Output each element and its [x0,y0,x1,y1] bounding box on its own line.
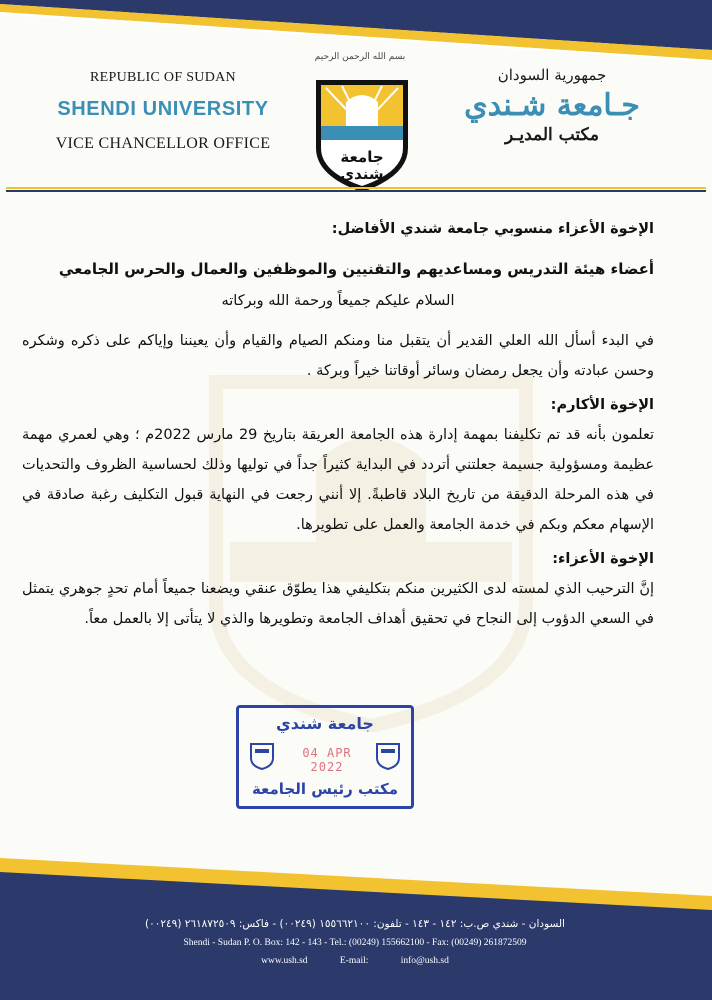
address-line-2: أعضاء هيئة التدريس ومساعديهم والتقنيين والموظفين والعمال والحرس الجامعي [58,260,654,278]
basmala: بسم الله الرحمن الرحيم [314,52,406,62]
stamp-crest-right-icon [375,742,401,770]
office-stamp [236,705,414,809]
header-divider [6,178,706,184]
footer-contact-en: Shendi - Sudan P. O. Box: 142 - 143 - Tel.: (00249) 155662100 - Fax: (00249) 261872509 [183,938,527,948]
logo-text-top: جامعة [340,148,384,166]
university-logo [312,76,412,194]
address-line-1: الإخوة الأعزاء منسوبي جامعة شندي الأفاضل: [331,221,654,237]
logo-text-bottom: شندي [340,165,384,183]
footer-website[interactable]: www.ush.sd [261,956,308,966]
stamp-date: 04 APR 2022 [302,746,352,774]
header-arabic [432,66,672,145]
footer-email[interactable]: E-mail: info@ush.sd [339,956,449,966]
stamp-office: مكتب رئيس الجامعة [251,780,399,798]
letter-body [22,196,654,634]
university-en: SHENDI UNIVERSITY [57,98,269,120]
footer [0,858,712,1000]
footer-contact-ar: السودان - شندي ص.ب: ١٤٢ - ١٤٣ - تلفون: ١٥٥٦٦٢١٠٠ (٠٠٢٤٩) - فاكس: ٢٦١٨٧٢٥٠٩ (٠٠٢٤٩) [145,918,565,930]
greeting: السلام عليكم جميعاً ورحمة الله وبركاته [221,293,455,309]
header-english [28,70,298,153]
office-en: VICE CHANCELLOR OFFICE [55,135,271,152]
office-ar: مكتب المديـر [505,125,599,145]
footer-web [120,956,590,966]
republic-en: REPUBLIC OF SUDAN [90,70,236,85]
stamp-university: جامعة شندي [276,714,374,733]
paragraph-3: إنَّ الترحيب الذي لمسته لدى الكثيرين منكم بتكليفي هذا يطوّق عنقي ويضعنا جميعاً أمام تحدٍ جوهري يتمثل في السعي الدؤوب إلى النجاح في تحقيق أهداف الجامعة وتطويرها والذي لا يتأتى إلا بالعمل معاً. [22,581,654,627]
university-ar: جـامعة شـندي [464,88,640,123]
heading-2: الإخوة الأكارم: [550,397,654,413]
stamp-crest-left-icon [249,742,275,770]
heading-3: الإخوة الأعزاء: [552,551,654,567]
paragraph-1: في البدء أسأل الله العلي القدير أن يتقبل منا ومنكم الصيام والقيام وأن يعيننا وإياكم على ذكره وشكره وحسن عبادته وأن يجعل رمضان وسائر أوقاتنا خيراً وبركة . [22,333,654,379]
paragraph-2: تعلمون بأنه قد تم تكليفنا بمهمة إدارة هذه الجامعة العريقة بتاريخ 29 مارس 2022م ؛ وهي لعمري مهمة عظيمة ومسؤولية جسيمة جعلتني أتردد في البداية كثيراً جداً في توليها وذلك لحساسية الظروف والتحديات في هذه المرحلة الدقيقة من تاريخ البلاد قاطبةً. إلا أنني رجعت في النهاية قبول التكليف رغبة صادقة في الإسهام معكم وبكم في خدمة الجامعة والعمل على تطويرها. [22,427,655,533]
top-band [0,0,712,60]
republic-ar: جمهورية السودان [497,66,607,84]
